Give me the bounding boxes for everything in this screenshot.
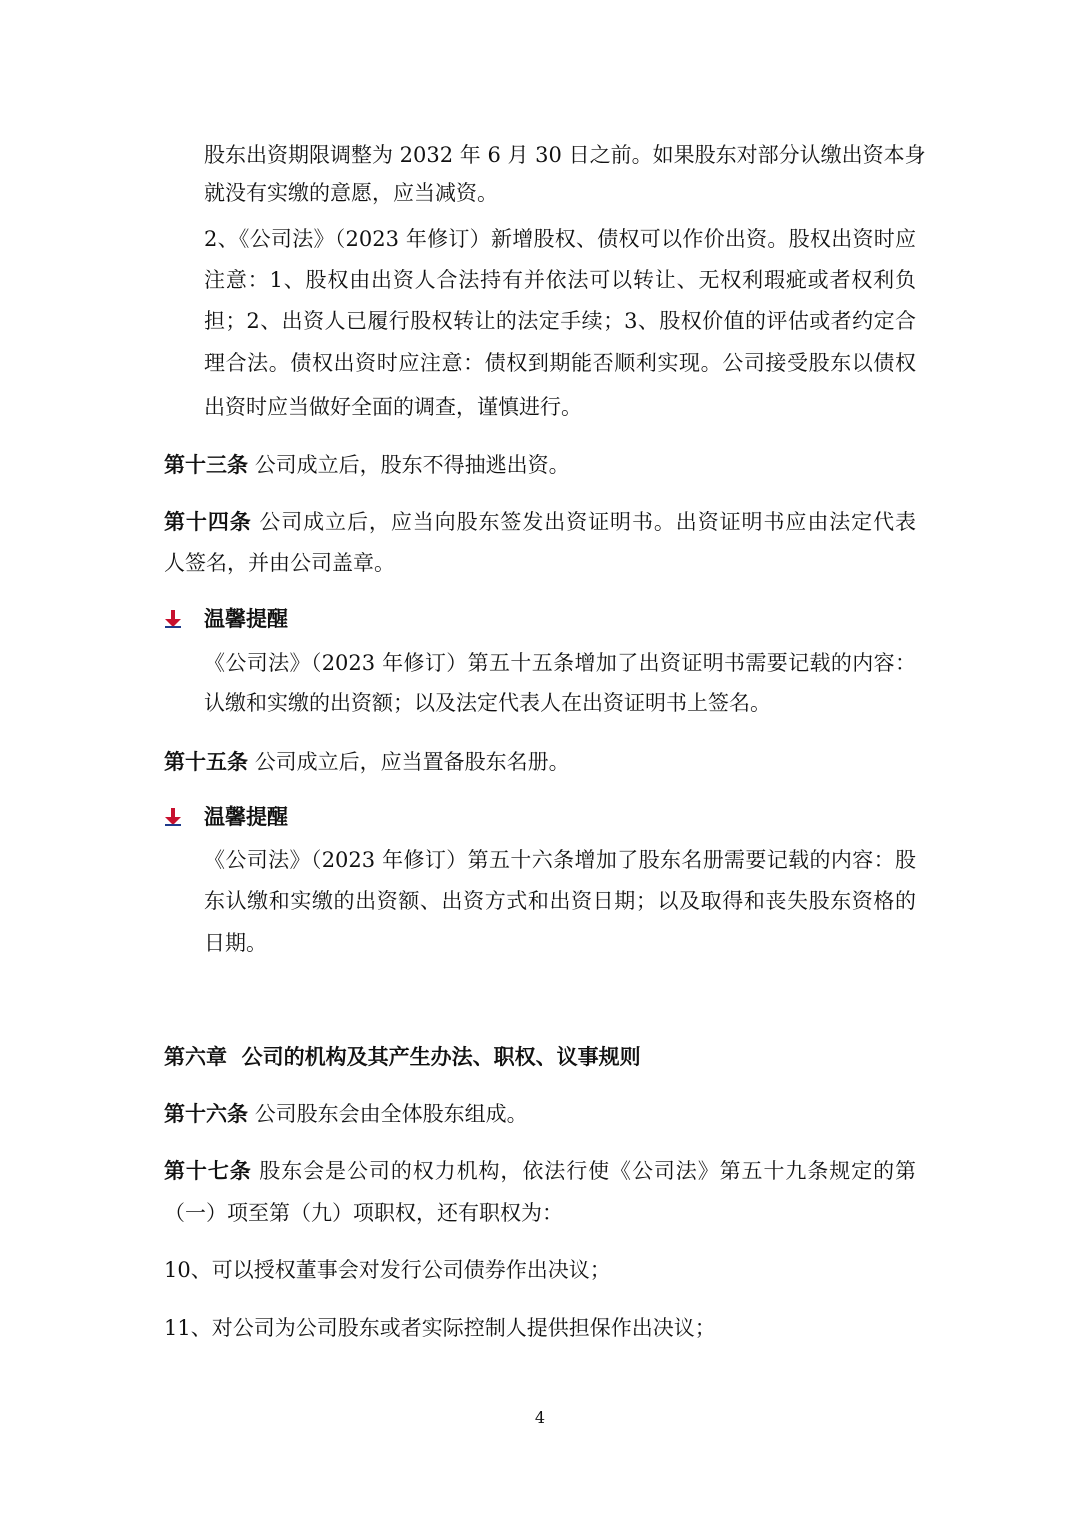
item2-continuation-line-2: 就没有实缴的意愿，应当减资。 <box>204 181 498 205</box>
article-17-line-2: （一）项至第（九）项职权，还有职权为： <box>164 1201 563 1225</box>
tip-2-line-1: 《公司法》（2023 年修订）第五十六条增加了股东名册需要记载的内容：股 <box>204 848 916 872</box>
article-14-label: 第十四条 <box>164 509 252 534</box>
item2-continuation-line-1: 股东出资期限调整为 2032 年 6 月 30 日之前。如果股东对部分认缴出资本身 <box>204 143 926 167</box>
article-13-text: 公司成立后，股东不得抽逃出资。 <box>254 453 570 477</box>
tip-1-line-2: 认缴和实缴的出资额；以及法定代表人在出资证明书上签名。 <box>204 691 771 715</box>
article-15 <box>164 748 570 776</box>
item2-line-2: 注意：1、股权由出资人合法持有并依法可以转让、无权利瑕疵或者权利负 <box>204 268 916 292</box>
item-11: 11、对公司为公司股东或者实际控制人提供担保作出决议； <box>164 1316 716 1340</box>
article-14-text-1: 公司成立后，应当向股东签发出资证明书。出资证明书应由法定代表 <box>259 510 917 534</box>
chapter-6-heading: 第六章 公司的机构及其产生办法、职权、议事规则 <box>164 1044 641 1069</box>
article-16-text: 公司股东会由全体股东组成。 <box>254 1102 528 1126</box>
tip-2-title: 温馨提醒 <box>204 804 288 829</box>
arrow-down-icon <box>163 807 183 827</box>
tip-1-line-1: 《公司法》（2023 年修订）第五十五条增加了出资证明书需要记载的内容： <box>204 651 916 675</box>
page-number: 4 <box>534 1408 546 1427</box>
item2-line-4: 理合法。债权出资时应注意：债权到期能否顺利实现。公司接受股东以债权 <box>204 351 916 375</box>
article-14-line-2: 人签名，并由公司盖章。 <box>164 551 395 575</box>
article-15-label: 第十五条 <box>164 749 248 774</box>
tip-2-line-3: 日期。 <box>204 931 267 955</box>
item2-line-1: 2、《公司法》（2023 年修订）新增股权、债权可以作价出资。股权出资时应 <box>204 227 916 251</box>
article-14-line-1 <box>164 508 916 536</box>
article-17-label: 第十七条 <box>164 1158 252 1183</box>
article-13 <box>164 451 570 479</box>
article-16-label: 第十六条 <box>164 1101 248 1126</box>
article-17-line-1 <box>164 1157 916 1185</box>
item-10: 10、可以授权董事会对发行公司债券作出决议； <box>164 1258 611 1282</box>
item2-line-3: 担；2、出资人已履行股权转让的法定手续；3、股权价值的评估或者约定合 <box>204 309 916 333</box>
article-17-text-1: 股东会是公司的权力机构，依法行使《公司法》第五十九条规定的第 <box>259 1159 917 1183</box>
tip-1-title: 温馨提醒 <box>204 606 288 631</box>
article-16 <box>164 1100 528 1128</box>
article-15-text: 公司成立后，应当置备股东名册。 <box>254 750 570 774</box>
arrow-down-icon <box>163 609 183 629</box>
article-13-label: 第十三条 <box>164 452 248 477</box>
item2-line-5: 出资时应当做好全面的调查，谨慎进行。 <box>204 395 582 419</box>
tip-2-line-2: 东认缴和实缴的出资额、出资方式和出资日期；以及取得和丧失股东资格的 <box>204 889 916 913</box>
